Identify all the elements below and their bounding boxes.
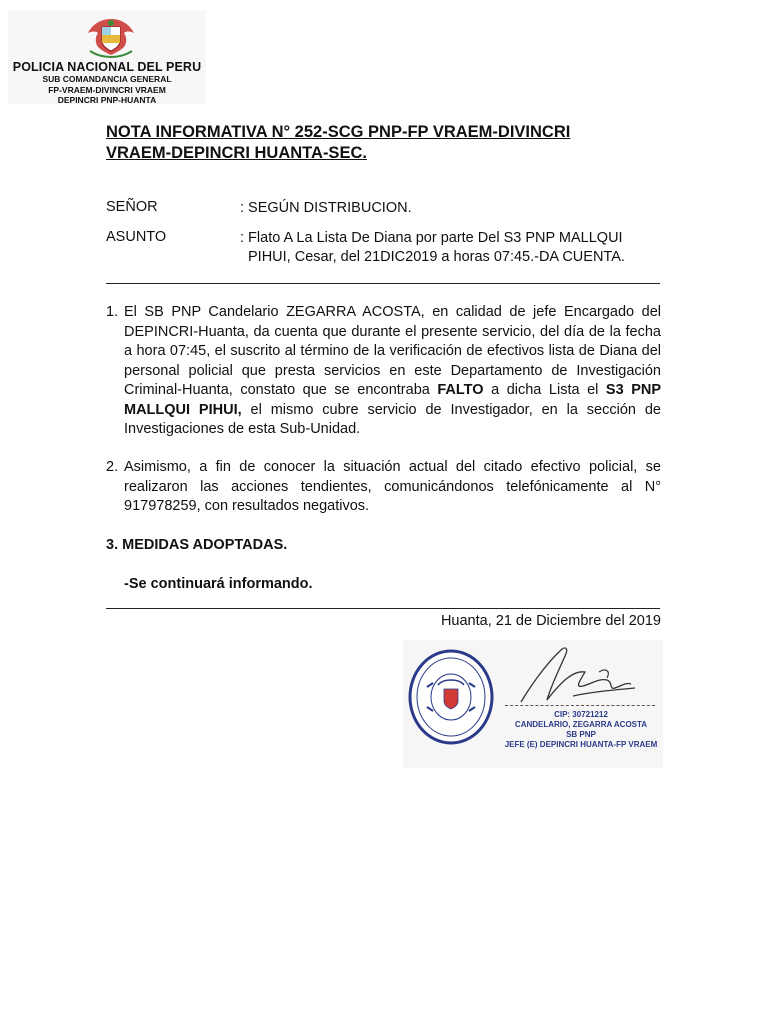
measures-heading: 3. MEDIDAS ADOPTADAS. xyxy=(106,537,288,553)
organization-subunit-1: SUB COMANDANCIA GENERAL xyxy=(42,74,172,84)
organization-name: POLICIA NACIONAL DEL PERU xyxy=(12,60,202,74)
separator-rule xyxy=(106,283,660,284)
organization-subunit-2: FP-VRAEM-DIVINCRI VRAEM xyxy=(48,85,166,95)
paragraph-2-body: Asimismo, a fin de conocer la situación actual del citado efectivo policial, se realizaron las acciones tendientes, comunicándonos telefónicamente al N° 917978259, con resultados negativos. xyxy=(124,459,661,514)
asunto-value-line-1: : Flato A La Lista De Diana por parte Del S3 PNP MALLQUI xyxy=(240,230,623,246)
letterhead xyxy=(8,10,206,104)
police-seal-stamp xyxy=(407,647,495,747)
signer-position: JEFE (E) DEPINCRI HUANTA-FP VRAEM xyxy=(504,740,658,749)
senor-label: SEÑOR xyxy=(106,199,158,215)
signer-name: CANDELARIO, ZEGARRA ACOSTA xyxy=(514,720,648,729)
paragraph-1-text-b: a dicha Lista el xyxy=(491,382,599,398)
signer-rank: SB PNP xyxy=(566,730,596,739)
signature-line xyxy=(505,705,655,706)
paragraph-1-bold-falto: FALTO xyxy=(437,382,484,398)
paragraph-1-bold-name: S3 PNP MALLQUI PIHUI, xyxy=(124,382,662,418)
paragraph-2 xyxy=(106,458,661,517)
signer-cip: CIP: 30721212 xyxy=(554,710,608,719)
asunto-value-line-2: PIHUI, Cesar, del 21DIC2019 a horas 07:45.-DA CUENTA. xyxy=(248,249,625,265)
paragraph-1-text-c: el mismo cubre servicio de Investigador, en la sección de Investigaciones de esta Sub-Unidad. xyxy=(124,401,661,437)
place-date-line: Huanta, 21 de Diciembre del 2019 xyxy=(440,613,661,629)
paragraph-1-body xyxy=(106,303,661,440)
paragraph-2-number: 2. xyxy=(106,459,119,475)
senor-value: : SEGÚN DISTRIBUCION. xyxy=(240,200,412,216)
organization-subunit-3: DEPINCRI PNP-HUANTA xyxy=(57,95,157,105)
handwritten-signature xyxy=(503,642,653,714)
paragraph-1 xyxy=(106,303,661,440)
followup-note: -Se continuará informando. xyxy=(124,576,313,592)
paragraph-1-text-a: El SB PNP Candelario ZEGARRA ACOSTA, en calidad de jefe Encargado del DEPINCRI-Huanta, da cuenta que durante el presente servicio, del día de la fecha a hora 07:45, el suscrito al término de la verificación de efectivos lista de Diana del personal policial que presta servicios en este Departamento de Investigación Criminal-Huanta, constato que se encontraba xyxy=(124,304,661,398)
coat-of-arms-emblem xyxy=(82,11,140,59)
paragraph-1-number: 1. xyxy=(106,304,119,320)
document-title-line-2: VRAEM-DEPINCRI HUANTA-SEC. xyxy=(106,144,367,162)
closing-rule xyxy=(106,608,660,609)
signature-block xyxy=(403,640,663,768)
document-title-line-1: NOTA INFORMATIVA N° 252-SCG PNP-FP VRAEM-DIVINCRI xyxy=(106,123,571,141)
asunto-label: ASUNTO xyxy=(106,229,167,245)
